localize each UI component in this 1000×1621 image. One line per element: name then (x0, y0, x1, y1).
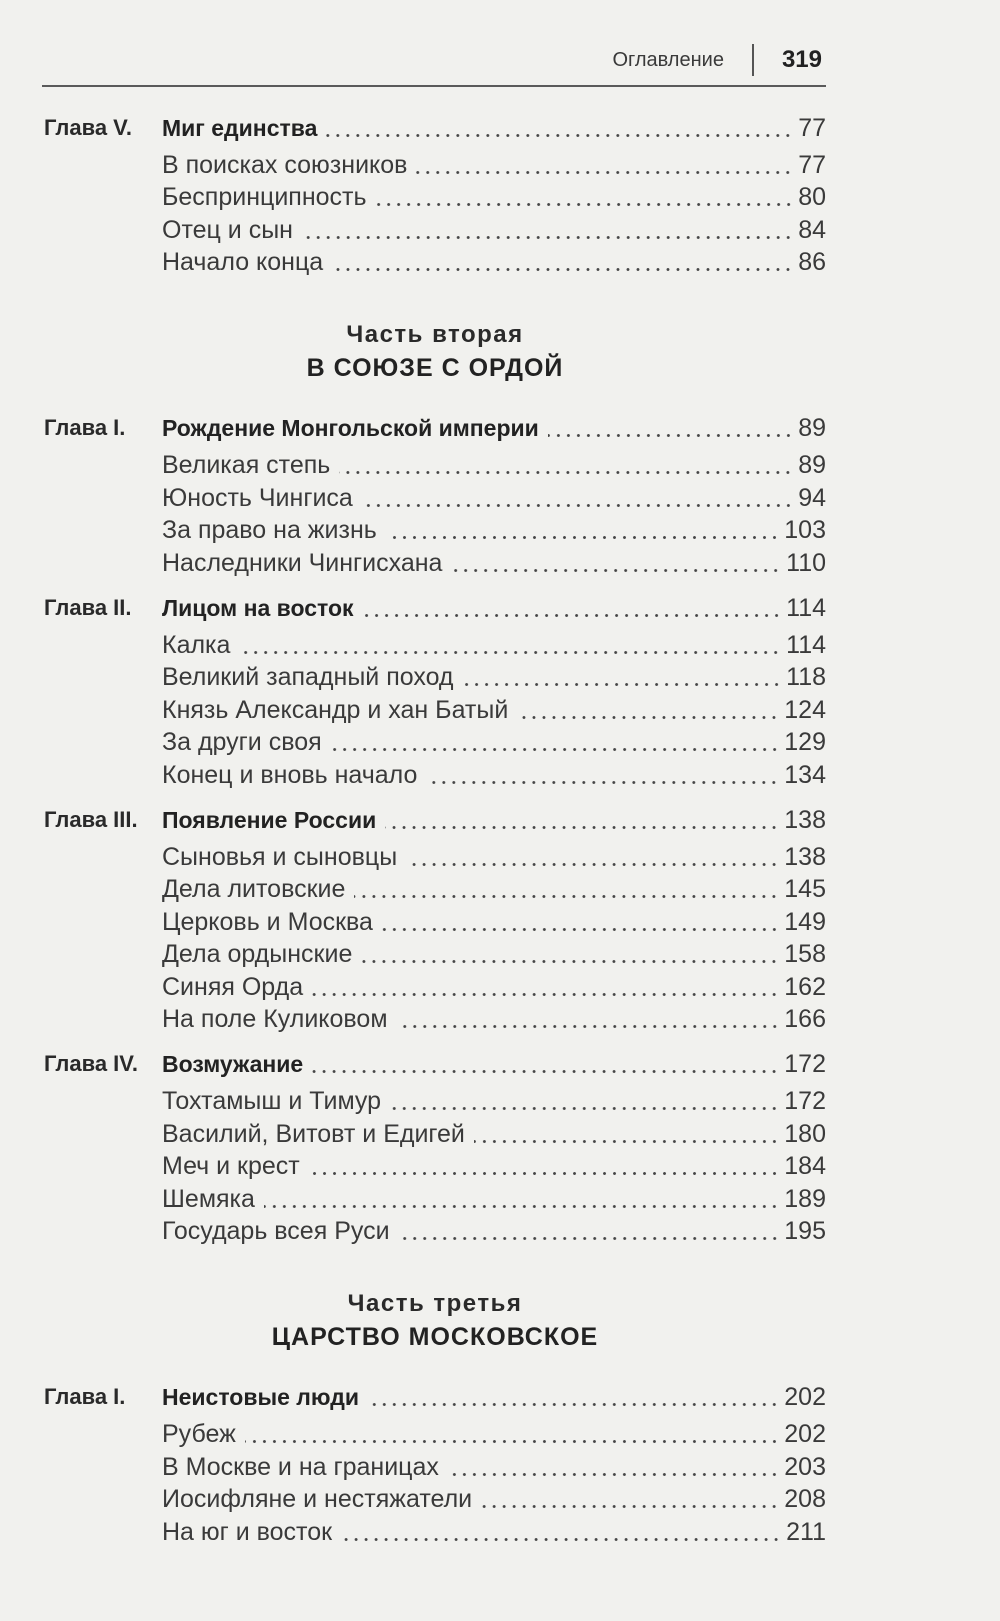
section-row (44, 971, 826, 1004)
section-title: Наследники Чингисхана (162, 548, 443, 577)
section-row (44, 1418, 826, 1451)
section-title: За други своя (162, 728, 322, 756)
dot-leader (376, 181, 794, 214)
chapter-group (44, 1381, 826, 1548)
section-title: Государь всея Руси (162, 1217, 390, 1245)
chapter-title: Рождение Монгольской империи (162, 415, 539, 441)
dot-leader (448, 1451, 779, 1484)
section-row (44, 726, 826, 759)
dot-leader (397, 1003, 780, 1036)
section-title: На юг и восток (162, 1517, 333, 1546)
dot-leader (312, 971, 779, 1004)
page-number: 208 (784, 1485, 826, 1513)
running-head-title: Оглавление (612, 49, 724, 71)
part-label: Часть вторая (346, 320, 524, 348)
section-row (44, 841, 826, 874)
section-row (44, 1451, 826, 1484)
section-title: Великая степь (162, 451, 331, 479)
page-number: 180 (784, 1119, 826, 1148)
dot-leader (339, 449, 793, 482)
section-title: Князь Александр и хан Батый (162, 695, 509, 724)
chapter-label: Глава I. (44, 1384, 126, 1409)
section-title: Дела литовские (162, 875, 346, 903)
section-title: Калка (162, 630, 231, 659)
chapter-group (44, 112, 826, 279)
section-title: Церковь и Москва (162, 907, 373, 936)
dot-leader (354, 873, 779, 906)
section-row (44, 661, 826, 694)
page-number: 134 (784, 760, 826, 789)
section-row (44, 1483, 826, 1516)
running-head (612, 44, 822, 76)
dot-leader (451, 547, 781, 580)
section-title: Великий западный поход (162, 663, 454, 691)
dot-leader (264, 1183, 779, 1216)
chapter-title: Лицом на восток (162, 594, 354, 621)
chapter-row (44, 412, 826, 445)
page-number: 145 (784, 875, 826, 903)
dot-leader (309, 1150, 780, 1183)
section-title: Конец и вновь начало (162, 760, 418, 789)
chapter-group (44, 412, 826, 579)
dot-leader (332, 246, 793, 279)
part-label: Часть третья (347, 1289, 523, 1317)
chapter-label: Глава IV. (44, 1051, 139, 1076)
page-number: 89 (798, 414, 826, 442)
dot-leader (474, 1118, 779, 1151)
page-number: 80 (798, 183, 826, 211)
section-row (44, 694, 826, 727)
section-row (44, 246, 826, 279)
page-number: 211 (786, 1517, 826, 1546)
page-number: 86 (798, 248, 826, 276)
section-title: Синяя Орда (162, 972, 304, 1001)
page-number: 129 (784, 728, 826, 756)
section-row (44, 1085, 826, 1118)
dot-leader (481, 1483, 779, 1516)
chapter-title: Появление России (162, 806, 377, 833)
section-title: Шемяка (162, 1184, 255, 1213)
section-row (44, 629, 826, 662)
dot-leader (341, 1516, 781, 1549)
page-number: 118 (786, 663, 826, 691)
part-heading-block (44, 1289, 826, 1355)
dot-leader (363, 592, 782, 625)
page-number: 202 (784, 1420, 826, 1448)
page-number: 138 (784, 842, 826, 871)
chapter-row (44, 592, 826, 625)
section-title: В Москве и на границах (162, 1452, 439, 1481)
dot-leader (368, 1381, 779, 1414)
page-number: 162 (784, 972, 826, 1001)
part-title: ЦАРСТВО МОСКОВСКОЕ (271, 1322, 599, 1351)
section-title: Начало конца (162, 248, 324, 276)
chapter-group (44, 592, 826, 792)
dot-leader (361, 938, 779, 971)
dot-leader (548, 412, 793, 445)
page-number-header: 319 (781, 46, 822, 73)
section-title: За право на жизнь (162, 516, 377, 544)
chapter-title: Миг единства (162, 114, 318, 141)
section-row (44, 759, 826, 792)
page-number: 89 (798, 451, 826, 479)
dot-leader (463, 661, 782, 694)
dot-leader (385, 804, 779, 837)
section-row (44, 1150, 826, 1183)
section-row (44, 149, 826, 182)
chapter-row (44, 112, 826, 145)
page-number: 77 (798, 113, 826, 142)
chapter-title: Неистовые люди (162, 1384, 359, 1410)
page-number: 77 (798, 150, 826, 179)
page-number: 195 (784, 1217, 826, 1245)
chapter-label: Глава II. (44, 594, 132, 620)
header-separator (752, 44, 754, 76)
chapter-title: Возмужание (162, 1051, 304, 1077)
section-title: Сыновья и сыновцы (162, 842, 398, 871)
chapter-row (44, 1048, 826, 1081)
dot-leader (406, 841, 779, 874)
dot-leader (326, 112, 793, 145)
page-number: 184 (784, 1152, 826, 1180)
chapter-row (44, 1381, 826, 1414)
chapter-label: Глава III. (44, 806, 138, 832)
page-number: 110 (786, 548, 826, 577)
header-rule (42, 85, 826, 87)
dot-leader (362, 482, 793, 515)
dot-leader (382, 906, 779, 939)
page-number: 124 (784, 695, 826, 724)
page-number: 203 (784, 1452, 826, 1481)
section-title: Тохтамыш и Тимур (162, 1087, 382, 1115)
dot-leader (416, 149, 793, 182)
page-number: 166 (784, 1005, 826, 1033)
dot-leader (390, 1085, 779, 1118)
dot-leader (517, 694, 779, 727)
section-title: Беспринципность (162, 183, 367, 211)
table-of-contents (44, 99, 826, 1548)
dot-leader (399, 1215, 780, 1248)
chapter-label: Глава V. (44, 114, 132, 140)
page-number: 114 (786, 593, 826, 622)
section-row (44, 1516, 826, 1549)
page-number: 138 (784, 805, 826, 834)
section-row (44, 938, 826, 971)
section-row (44, 1183, 826, 1216)
section-title: На поле Куликовом (162, 1005, 388, 1033)
page-number: 202 (784, 1383, 826, 1411)
chapter-row (44, 804, 826, 837)
part-title: В СОЮЗЕ С ОРДОЙ (306, 353, 564, 382)
section-row (44, 906, 826, 939)
section-title: Меч и крест (162, 1152, 300, 1180)
dot-leader (331, 726, 780, 759)
section-title: Юность Чингиса (162, 483, 353, 512)
dot-leader (312, 1048, 779, 1081)
page-number: 94 (798, 483, 826, 512)
section-row (44, 873, 826, 906)
dot-leader (245, 1418, 779, 1451)
page-number: 189 (784, 1184, 826, 1213)
section-title: Отец и сын (162, 215, 293, 244)
dot-leader (239, 629, 781, 662)
section-row (44, 547, 826, 580)
page-number: 172 (784, 1050, 826, 1078)
page-number: 103 (784, 516, 826, 544)
part-heading-block (44, 320, 826, 386)
section-row (44, 482, 826, 515)
section-title: В поисках союзников (162, 150, 408, 179)
page-number: 149 (784, 907, 826, 936)
section-title: Рубеж (162, 1420, 236, 1448)
section-row (44, 449, 826, 482)
page-number: 84 (798, 215, 826, 244)
section-row (44, 1003, 826, 1036)
section-row (44, 181, 826, 214)
dot-leader (302, 214, 793, 247)
section-row (44, 1118, 826, 1151)
dot-leader (426, 759, 779, 792)
page-number: 158 (784, 940, 826, 968)
section-title: Дела ордынские (162, 940, 353, 968)
section-row (44, 214, 826, 247)
dot-leader (386, 514, 779, 547)
chapter-group (44, 804, 826, 1036)
chapter-group (44, 1048, 826, 1248)
section-row (44, 1215, 826, 1248)
page-number: 172 (784, 1087, 826, 1115)
page-number: 114 (786, 630, 826, 659)
section-title: Иосифляне и нестяжатели (162, 1485, 473, 1513)
chapter-label: Глава I. (44, 415, 126, 440)
section-row (44, 514, 826, 547)
section-title: Василий, Витовт и Едигей (162, 1119, 465, 1148)
